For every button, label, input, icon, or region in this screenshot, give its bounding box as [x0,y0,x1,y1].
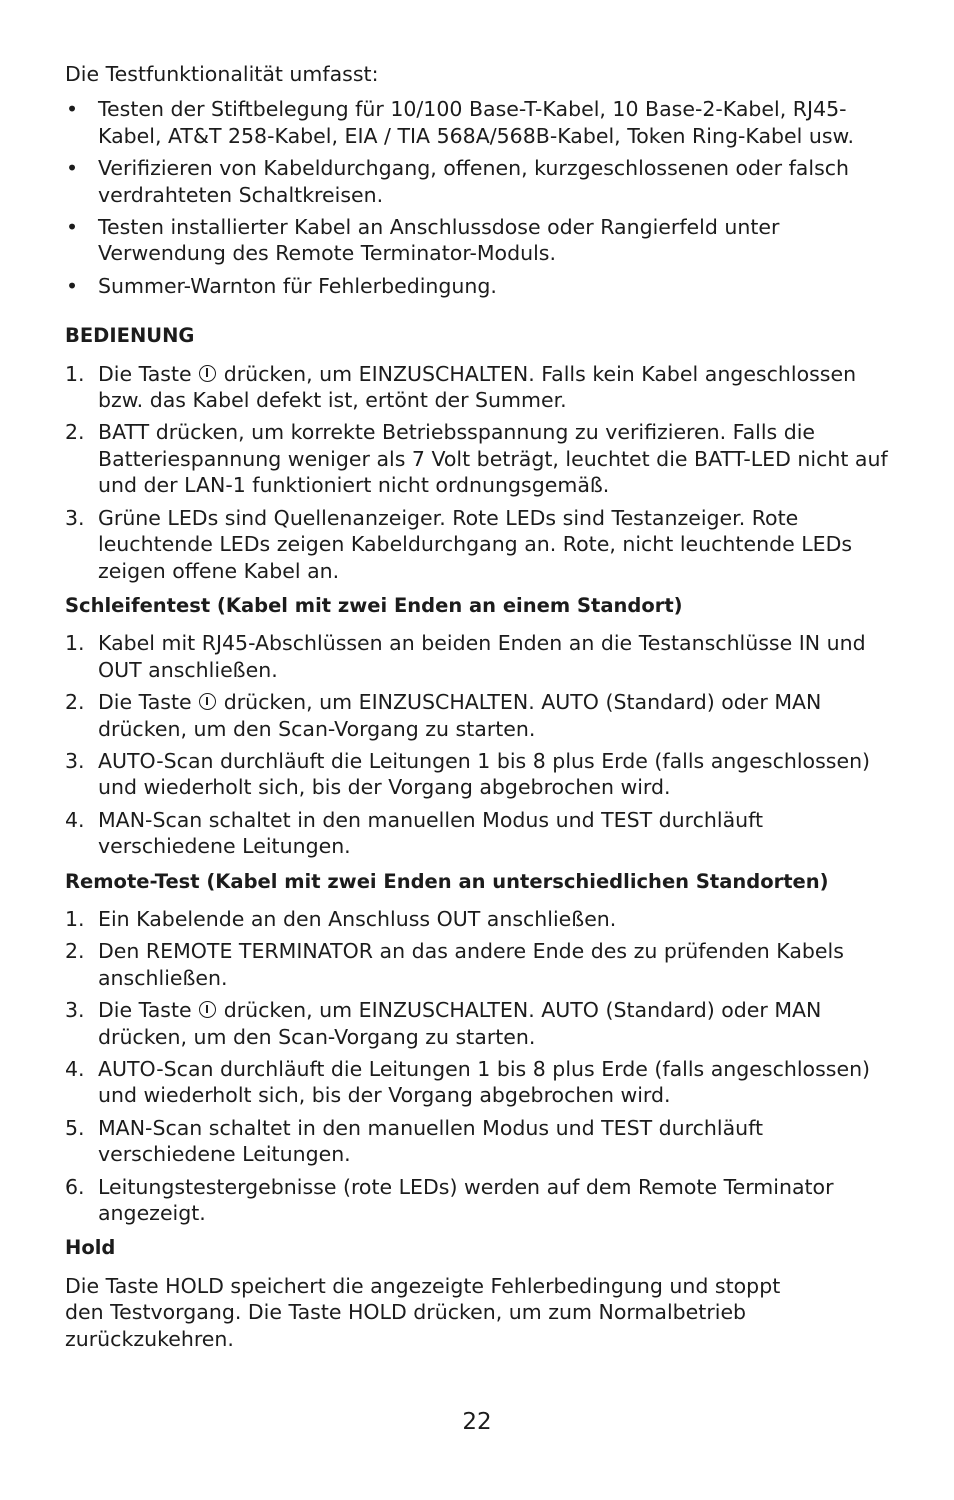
remote-test-steps [65,906,888,1226]
list-item-text: Summer-Warnton für Fehlerbedingung. [98,273,497,298]
list-item [65,273,888,299]
list-item [65,906,888,932]
step-number: 2. [65,939,85,964]
list-item [65,361,888,414]
feature-list [65,96,888,299]
list-item [65,1056,888,1109]
list-item [65,1115,888,1168]
step-number: 1. [65,906,85,931]
power-button-icon [199,1001,216,1018]
list-item [65,155,888,208]
bullet-marker: • [66,273,79,298]
operation-heading: BEDIENUNG [65,324,195,348]
step-text-post: drücken, um EINZUSCHALTEN. AUTO (Standard) oder MAN drücken, um den Scan-Vorgang zu starten. [98,998,822,1049]
loop-test-steps [65,630,888,859]
step-text: Ein Kabelende an den Anschluss OUT anschließen. [98,906,617,931]
hold-heading: Hold [65,1236,116,1260]
bullet-marker: • [66,156,79,181]
step-number: 1. [65,631,85,656]
step-text-pre: Die Taste [98,998,192,1023]
step-number: 2. [65,690,85,715]
page-number: 22 [462,1409,492,1435]
hold-text: Die Taste HOLD speichert die angezeigte Fehlerbedingung und stoppt den Testvorgang. Die Taste HOLD drücken, um zum Normalbetrieb zurückzukehren. [65,1273,781,1351]
list-item [65,997,888,1050]
remote-test-heading: Remote-Test (Kabel mit zwei Enden an unterschiedlichen Standorten) [65,869,829,893]
step-number: 2. [65,420,85,445]
list-item [65,689,888,742]
bullet-marker: • [66,215,79,240]
list-item [65,214,888,267]
loop-test-heading: Schleifentest (Kabel mit zwei Enden an einem Standort) [65,593,683,617]
list-item [65,807,888,860]
list-item [65,938,888,991]
list-item-text: Testen der Stiftbelegung für 10/100 Base-T-Kabel, 10 Base-2-Kabel, RJ45-Kabel, AT&T 258-Kabel, EIA / TIA 568A/568B-Kabel, Token Ring-Kabel usw. [98,97,854,148]
step-text-pre: Die Taste [98,361,192,386]
step-text-pre: Die Taste [98,690,192,715]
step-text: AUTO-Scan durchläuft die Leitungen 1 bis 8 plus Erde (falls angeschlossen) und wiederholt sich, bis der Vorgang abgebrochen wird. [98,1057,871,1108]
list-item-text: Testen installierter Kabel an Anschlussdose oder Rangierfeld unter Verwendung des Remote Terminator-Moduls. [98,215,780,266]
bullet-marker: • [66,97,79,122]
step-text: Kabel mit RJ45-Abschlüssen an beiden Enden an die Testanschlüsse IN und OUT anschließen. [98,631,866,682]
power-button-icon [199,365,216,382]
list-item [65,748,888,801]
step-number: 5. [65,1115,85,1140]
list-item-text: Verifizieren von Kabeldurchgang, offenen, kurzgeschlossenen oder falsch verdrahteten Schaltkreisen. [98,156,850,207]
operation-steps [65,361,888,584]
list-item [65,96,888,149]
step-text: Grüne LEDs sind Quellenanzeiger. Rote LEDs sind Testanzeiger. Rote leuchtende LEDs zeigen Kabeldurchgang an. Rote, nicht leuchtende LEDs zeigen offene Kabel an. [98,505,853,583]
step-text: Leitungstestergebnisse (rote LEDs) werden auf dem Remote Terminator angezeigt. [98,1174,834,1226]
step-text-post: drücken, um EINZUSCHALTEN. AUTO (Standard) oder MAN drücken, um den Scan-Vorgang zu starten. [98,690,822,741]
step-text: MAN-Scan schaltet in den manuellen Modus und TEST durchläuft verschiedene Leitungen. [98,807,764,859]
step-number: 3. [65,998,85,1023]
list-item [65,1174,888,1227]
step-text: Den REMOTE TERMINATOR an das andere Ende des zu prüfenden Kabels anschließen. [98,939,844,990]
step-text: BATT drücken, um korrekte Betriebsspannung zu verifizieren. Falls die Batteriespannung weniger als 7 Volt beträgt, leuchtet die BATT-LED nicht auf und der LAN-1 funktioniert nicht ordnungsgemäß. [98,420,888,498]
intro-text: Die Testfunktionalität umfasst: [65,62,379,86]
step-text: MAN-Scan schaltet in den manuellen Modus und TEST durchläuft verschiedene Leitungen. [98,1115,764,1167]
step-number: 4. [65,807,85,832]
list-item [65,419,888,498]
list-item [65,505,888,584]
step-number: 3. [65,748,85,773]
power-button-icon [199,693,216,710]
step-number: 6. [65,1174,85,1199]
step-text-post: drücken, um EINZUSCHALTEN. Falls kein Kabel angeschlossen bzw. das Kabel defekt ist, ertönt der Summer. [98,361,857,413]
step-number: 4. [65,1057,85,1081]
step-text: AUTO-Scan durchläuft die Leitungen 1 bis 8 plus Erde (falls angeschlossen) und wiederholt sich, bis der Vorgang abgebrochen wird. [98,748,871,800]
step-number: 3. [65,505,85,530]
step-number: 1. [65,361,85,386]
list-item [65,630,888,683]
